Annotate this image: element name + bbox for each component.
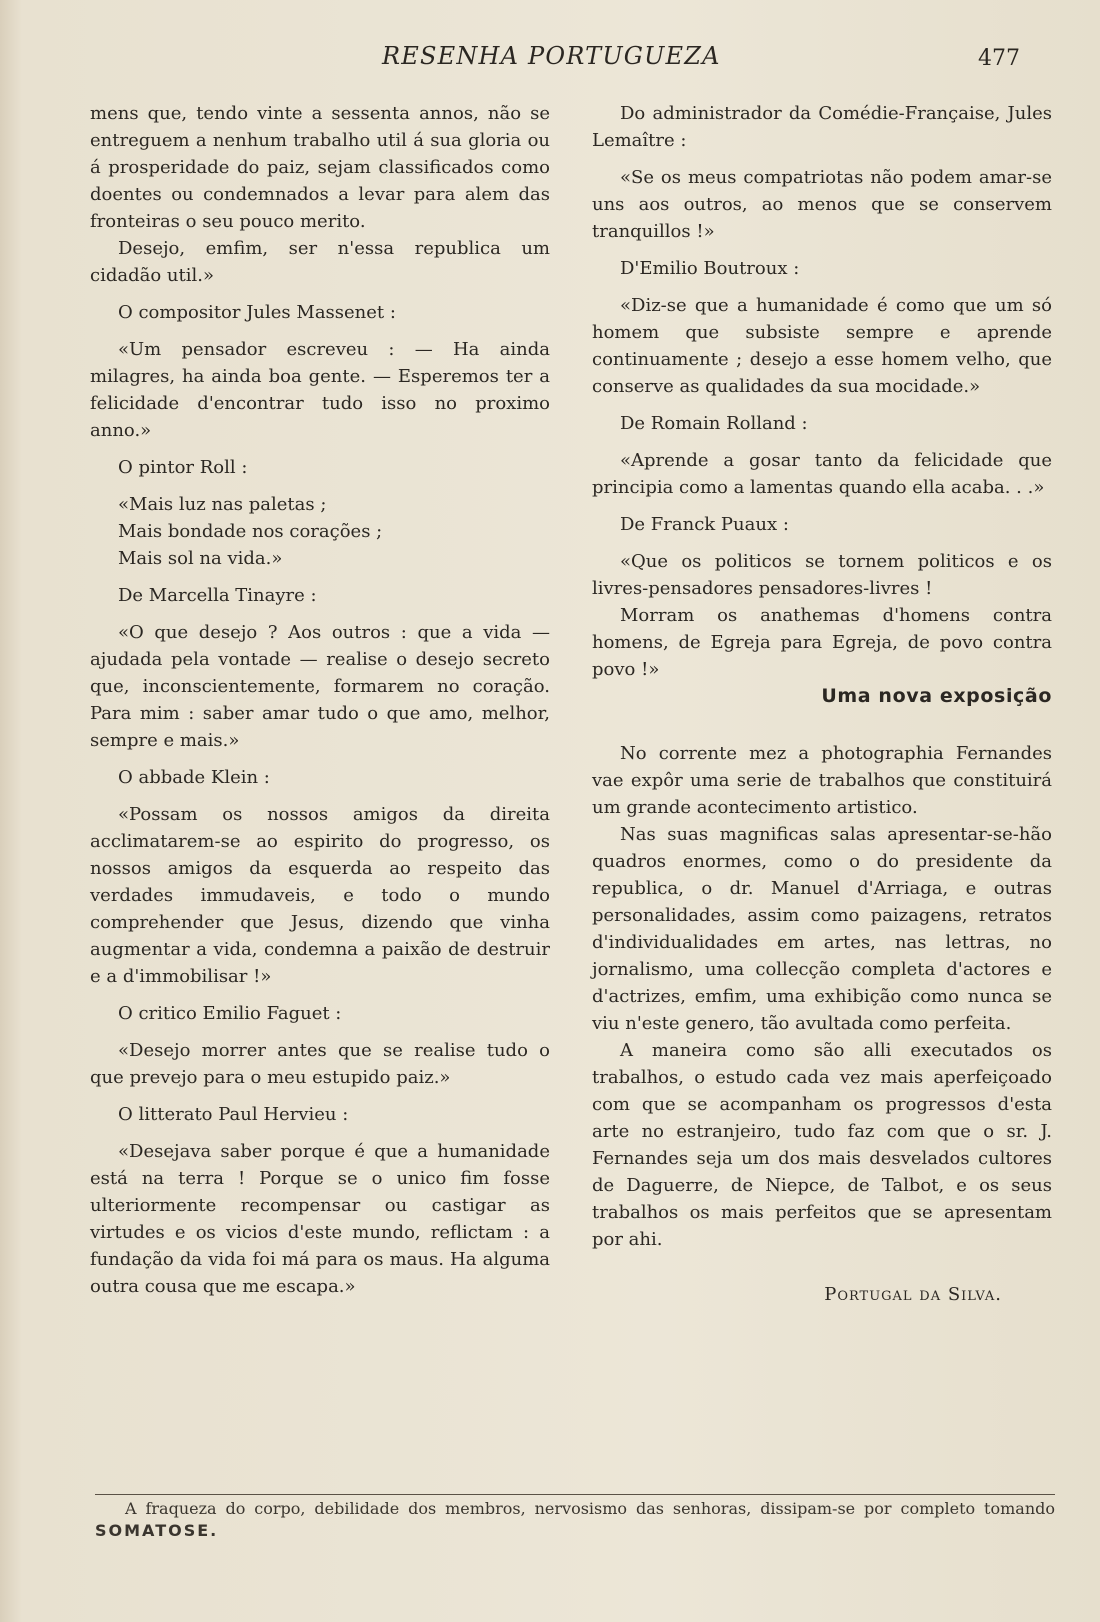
quote: «Desejo morrer antes que se realise tudo o que prevejo para o meu estupido paiz.» xyxy=(90,1040,550,1088)
verse-line: Mais bondade nos corações ; xyxy=(118,521,383,542)
left-column xyxy=(90,100,550,1300)
page-header xyxy=(0,40,1100,80)
brand-name: SOMATOSE. xyxy=(95,1521,219,1540)
verse-quote xyxy=(90,491,550,572)
paragraph: Nas suas magnificas salas apresentar-se-hão quadros enormes, como o do presidente da republica, o dr. Manuel d'Arriaga, e outras personalidades, assim como paizagens, retratos d'individualidades em artes, nas lettras, no jornalismo, uma collecção completa d'actores e d'actrizes, emfim, uma exhibição como nunca se viu n'este genero, tão avultada como perfeita. xyxy=(592,824,1052,1034)
speaker-intro: O litterato Paul Hervieu : xyxy=(118,1104,349,1125)
right-column xyxy=(592,100,1052,1308)
paragraph: No corrente mez a photographia Fernandes vae expôr uma serie de trabalhos que constituirá um grande acontecimento artistico. xyxy=(592,743,1052,818)
verse-line: «Mais luz nas paletas ; xyxy=(118,494,327,515)
speaker-intro: O pintor Roll : xyxy=(118,457,248,478)
speaker-intro: De Franck Puaux : xyxy=(620,514,789,535)
footer-text: A fraqueza do corpo, debilidade dos membros, nervosismo das senhoras, dissipam-se por completo tomando xyxy=(125,1499,1055,1518)
author-signature: Portugal da Silva. xyxy=(824,1284,1002,1305)
quote: «O que desejo ? Aos outros : que a vida — ajudada pela vontade — realise o desejo secreto que, inconscientemente, formarem no coração. Para mim : saber amar tudo o que amo, melhor, sempre e mais.» xyxy=(90,622,550,751)
speaker-intro: O abbade Klein : xyxy=(118,767,270,788)
paragraph: Desejo, emfim, ser n'essa republica um cidadão util.» xyxy=(90,238,550,286)
running-title: RESENHA PORTUGUEZA xyxy=(382,42,721,70)
quote: «Que os politicos se tornem politicos e os livres-pensadores pensadores-livres ! xyxy=(592,551,1052,599)
quote-continuation: Morram os anathemas d'homens contra homens, de Egreja para Egreja, de povo contra povo !» xyxy=(592,605,1052,680)
speaker-intro: O compositor Jules Massenet : xyxy=(118,302,396,323)
verse-line: Mais sol na vida.» xyxy=(118,548,283,569)
speaker-intro: De Marcella Tinayre : xyxy=(118,585,317,606)
paragraph: A maneira como são alli executados os trabalhos, o estudo cada vez mais aperfeiçoado com que se acompanham os progressos d'esta arte no estranjeiro, tudo faz com que o sr. J. Fernandes seja um dos mais desvelados cultores de Daguerre, de Niepce, de Talbot, e os seus trabalhos os mais perfeitos que se apresentam por ahi. xyxy=(592,1040,1052,1250)
speaker-intro: Do administrador da Comédie-Française, Jules Lemaître : xyxy=(592,103,1052,151)
footer-advert xyxy=(95,1498,1055,1542)
quote: «Aprende a gosar tanto da felicidade que principia como a lamentas quando ella acaba. . .» xyxy=(592,450,1052,498)
speaker-intro: O critico Emilio Faguet : xyxy=(118,1003,342,1024)
paragraph: mens que, tendo vinte a sessenta annos, não se entreguem a nenhum trabalho util á sua gloria ou á prosperidade do paiz, sejam classificados como doentes ou condemnados a levar para alem das fronteiras o seu pouco merito. xyxy=(90,103,550,232)
quote: «Um pensador escreveu : — Ha ainda milagres, ha ainda boa gente. — Esperemos ter a felicidade d'encontrar tudo isso no proximo anno.» xyxy=(90,339,550,441)
quote: «Diz-se que a humanidade é como que um só homem que subsiste sempre e aprende continuamente ; desejo a esse homem velho, que conserve as qualidades da sua mocidade.» xyxy=(592,295,1052,397)
page-number: 477 xyxy=(978,46,1020,71)
quote: «Possam os nossos amigos da direita acclimatarem-se ao espirito do progresso, os nossos amigos da esquerda ao respeito das verdades immudaveis, e todo o mundo comprehender que Jesus, dizendo que vinha augmentar a vida, condemna a paixão de destruir e a d'immobilisar !» xyxy=(90,804,550,987)
footer-divider xyxy=(95,1494,1055,1495)
speaker-intro: D'Emilio Boutroux : xyxy=(620,258,800,279)
speaker-intro: De Romain Rolland : xyxy=(620,413,808,434)
quote: «Se os meus compatriotas não podem amar-se uns aos outros, ao menos que se conservem tranquillos !» xyxy=(592,167,1052,242)
quote: «Desejava saber porque é que a humanidade está na terra ! Porque se o unico fim fosse ulteriormente recompensar ou castigar as virtudes e os vicios d'este mundo, reflictam : a fundação da vida foi má para os maus. Ha alguma outra cousa que me escapa.» xyxy=(90,1141,550,1297)
section-title: Uma nova exposição xyxy=(821,685,1052,707)
